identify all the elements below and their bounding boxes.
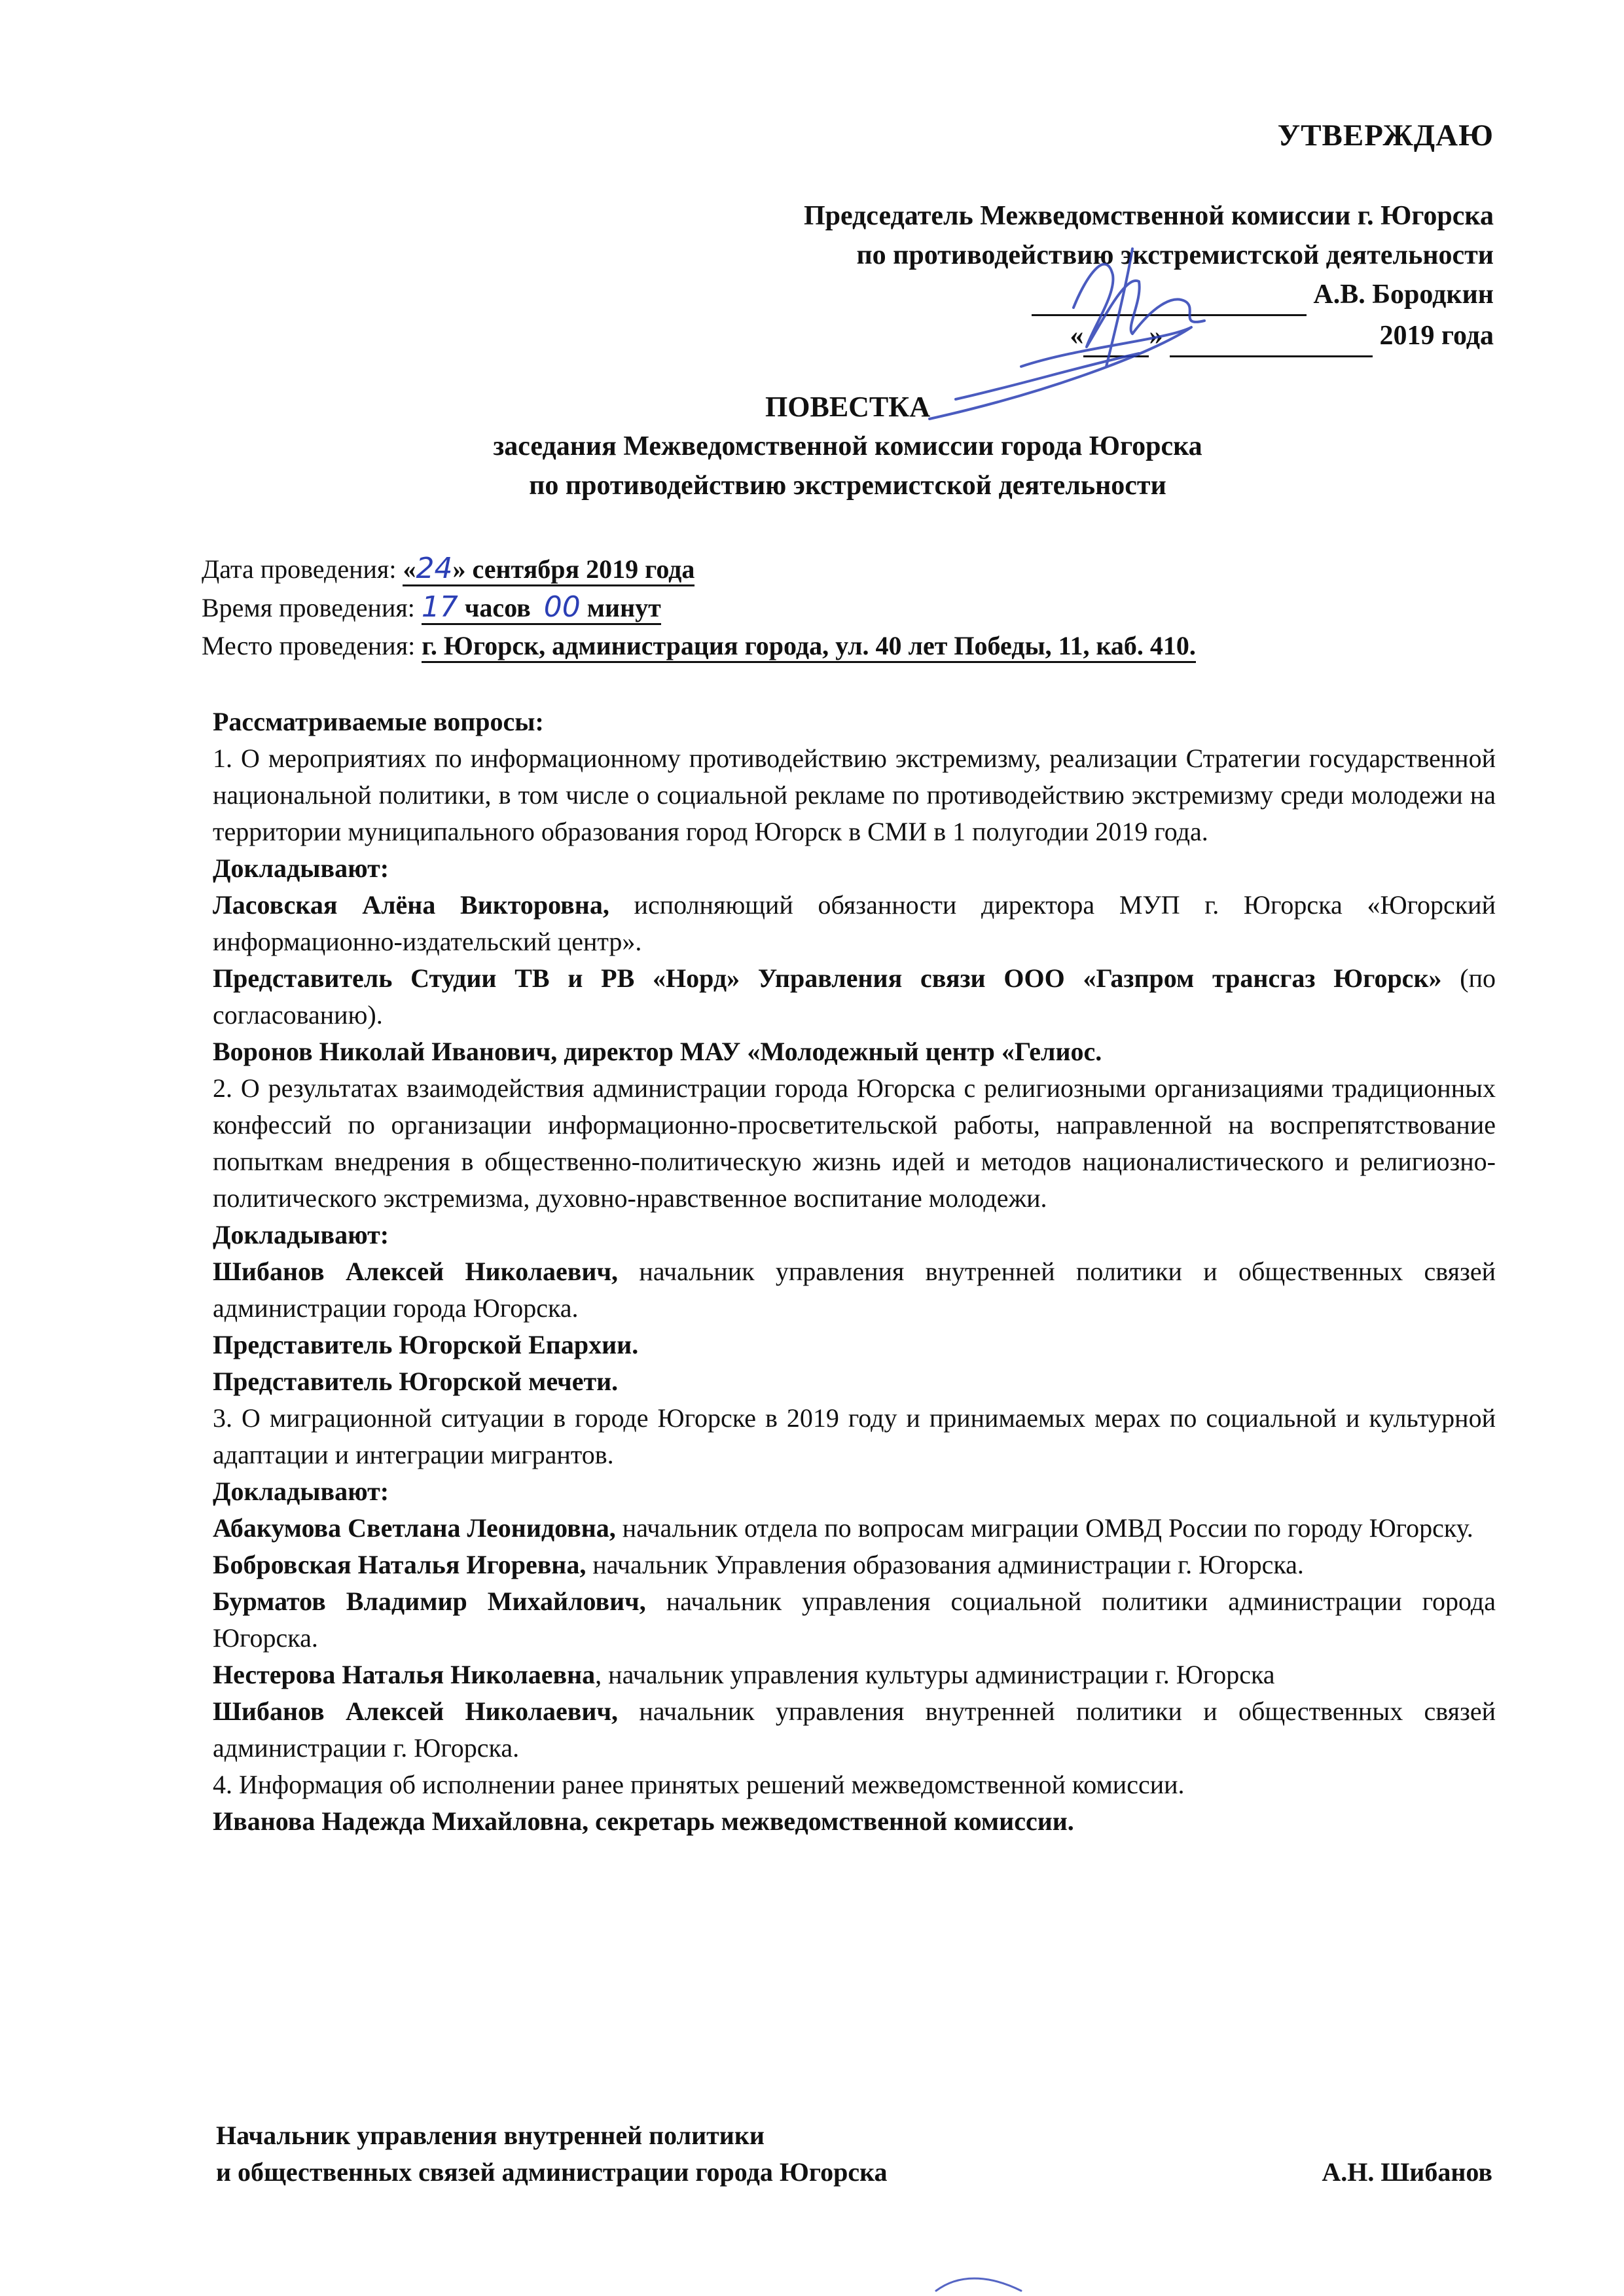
title-main: ПОВЕСТКА <box>765 391 930 423</box>
reporter-2-3: Представитель Югорской мечети. <box>213 1367 619 1396</box>
meta-place-value: г. Югорск, администрация города, ул. 40 лет Победы, 11, каб. 410. <box>422 631 1196 663</box>
meta-date-day: 24 <box>416 552 453 585</box>
reporter-3-3: Бурматов Владимир Михайлович, начальник управления социальной политики администрации города Югорска. <box>213 1587 1496 1653</box>
agenda-item-1: 1. О мероприятиях по информационному противодействию экстремизму, реализации Стратегии государственной национальной политики, в том числе о социальной рекламе по противодействию экстремизму среди молодежи на территории муниципального образования город Югорск в СМИ в 1 полугодии 2019 года. <box>213 744 1496 846</box>
reporter-3-4: Нестерова Наталья Николаевна, начальник управления культуры администрации г. Югорска <box>213 1660 1275 1689</box>
approval-signatory: А.В. Бородкин <box>1313 279 1494 310</box>
approval-year: 2019 года <box>1379 321 1494 351</box>
reporter-2-2: Представитель Югорской Епархии. <box>213 1330 639 1359</box>
footer-line-1: Начальник управления внутренней политики <box>216 2121 765 2150</box>
meta-time-minutes: 00 <box>543 590 581 624</box>
meta-place-label: Место проведения: <box>202 631 422 660</box>
document-title <box>131 387 1564 505</box>
day-blank <box>1083 316 1149 357</box>
approval-date-line <box>577 316 1494 357</box>
agenda-item-4: 4. Информация об исполнении ранее принятых решений межведомственной комиссии. <box>213 1770 1185 1799</box>
reporter-1-2: Представитель Студии ТВ и РВ «Норд» Управления связи ООО «Газпром трансгаз Югорск» (по согласованию). <box>213 963 1496 1030</box>
agenda-item-3: 3. О миграционной ситуации в городе Югорске в 2019 году и принимаемых мерах по социальной и культурной адаптации и интеграции мигрантов. <box>213 1403 1496 1469</box>
reporter-2-1: Шибанов Алексей Николаевич, начальник управления внутренней политики и общественных связей администрации города Югорска. <box>213 1257 1496 1323</box>
meta-date-label: Дата проведения: <box>202 554 403 584</box>
date-open-quote: « <box>1070 321 1084 351</box>
agenda <box>213 704 1496 1840</box>
approval-line-1: Председатель Межведомственной комиссии г. Югорска <box>803 201 1494 231</box>
meta-place-row <box>202 627 1478 665</box>
reporters-label-1: Докладывают: <box>213 853 389 883</box>
meeting-meta <box>202 550 1478 665</box>
month-blank <box>1170 316 1373 357</box>
meta-date-row <box>202 550 1478 588</box>
approval-line-2: по противодействию экстремистской деятельности <box>856 240 1494 270</box>
meta-time-hours: 17 <box>421 590 458 624</box>
meta-time-value: 17 часов 00 минут <box>421 590 661 624</box>
footer-signature <box>216 2117 1499 2191</box>
footer-name: А.Н. Шибанов <box>1322 2157 1492 2187</box>
signature-blank <box>1032 275 1307 316</box>
approval-block <box>577 196 1494 357</box>
agenda-heading: Рассматриваемые вопросы: <box>213 707 544 736</box>
reporter-3-5: Шибанов Алексей Николаевич, начальник управления внутренней политики и общественных связей администрации г. Югорска. <box>213 1696 1496 1763</box>
footer-line-2: и общественных связей администрации города Югорска <box>216 2157 888 2187</box>
approval-heading: УТВЕРЖДАЮ <box>1277 118 1494 152</box>
approval-signature-line <box>577 275 1494 316</box>
date-close-quote: » <box>1149 321 1163 351</box>
meta-time-label: Время проведения: <box>202 593 422 622</box>
reporter-3-1: Абакумова Светлана Леонидовна, начальник отдела по вопросам миграции ОМВД России по городу Югорску. <box>213 1513 1473 1543</box>
reporters-label-3: Докладывают: <box>213 1477 389 1506</box>
title-line-3: по противодействию экстремистской деятельности <box>529 471 1166 501</box>
meta-date-value: «24» сентября 2019 года <box>403 552 695 585</box>
reporter-4-1: Иванова Надежда Михайловна, секретарь межведомственной комиссии. <box>213 1806 1074 1836</box>
reporters-label-2: Докладывают: <box>213 1220 389 1249</box>
reporter-1-1: Ласовская Алёна Викторовна, исполняющий обязанности директора МУП г. Югорска «Югорский информационно-издательский центр». <box>213 890 1496 956</box>
reporter-3-2: Бобровская Наталья Игоревна, начальник Управления образования администрации г. Югорска. <box>213 1550 1304 1579</box>
title-line-2: заседания Межведомственной комиссии города Югорска <box>493 431 1202 461</box>
meta-time-row <box>202 588 1478 627</box>
reporter-1-3: Воронов Николай Иванович, директор МАУ «Молодежный центр «Гелиос. <box>213 1037 1102 1066</box>
agenda-item-2: 2. О результатах взаимодействия администрации города Югорска с религиозными организациями традиционных конфессий по организации информационно-просветительской работы, направленной на воспрепятствование попыткам внедрения в общественно-политическую жизнь идей и методов националистического и религиозно-политического экстремизма, духовно-нравственное воспитание молодежи. <box>213 1073 1496 1213</box>
